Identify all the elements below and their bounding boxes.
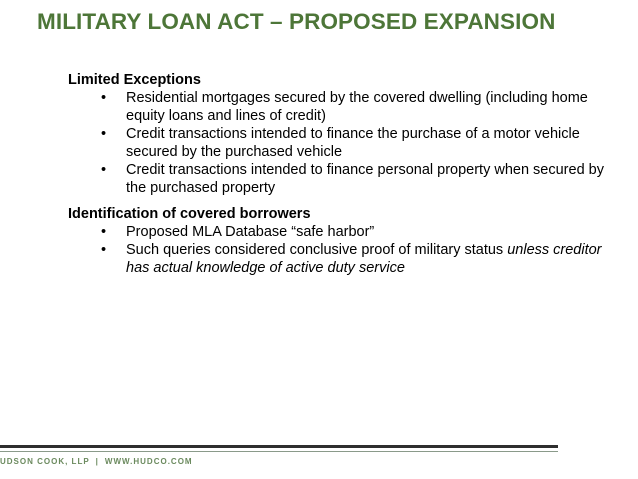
bullet-item	[68, 241, 613, 277]
section-heading: Limited Exceptions	[68, 72, 201, 88]
bullet-item	[68, 89, 613, 125]
bullet-text: Such queries considered conclusive proof of military status	[126, 242, 504, 258]
bullet-icon: •	[101, 162, 107, 178]
section-heading: Identification of covered borrowers	[68, 206, 311, 222]
section-limited-exceptions	[68, 71, 613, 197]
slide-content	[68, 71, 613, 277]
bullet-icon: •	[101, 242, 107, 258]
footer-separator: |	[95, 457, 99, 466]
bullet-item	[68, 223, 613, 241]
bullet-text: Credit transactions intended to finance the purchase of a motor vehicle secured by the purchased vehicle	[126, 126, 580, 160]
bullet-item	[68, 125, 613, 161]
bullet-text: Residential mortgages secured by the covered dwelling (including home equity loans and lines of credit)	[126, 90, 588, 124]
footer	[0, 457, 193, 466]
footer-website: WWW.HUDCO.COM	[104, 457, 193, 466]
bullet-emphasis-text: unless creditor has actual knowledge of active duty service	[126, 242, 602, 276]
slide-title: MILITARY LOAN ACT – PROPOSED EXPANSION	[37, 9, 556, 34]
footer-firm-name: UDSON COOK, LLP	[0, 457, 90, 466]
section-covered-borrowers	[68, 205, 613, 277]
footer-rule	[0, 445, 558, 448]
bullet-list	[68, 223, 613, 277]
bullet-icon: •	[101, 224, 107, 240]
bullet-text: Credit transactions intended to finance personal property when secured by the purchased property	[126, 162, 604, 196]
bullet-text: Proposed MLA Database “safe harbor”	[126, 224, 375, 240]
bullet-icon: •	[101, 126, 107, 142]
bullet-icon: •	[101, 90, 107, 106]
footer-rule-thin	[0, 451, 558, 452]
bullet-item	[68, 161, 613, 197]
bullet-list	[68, 89, 613, 197]
